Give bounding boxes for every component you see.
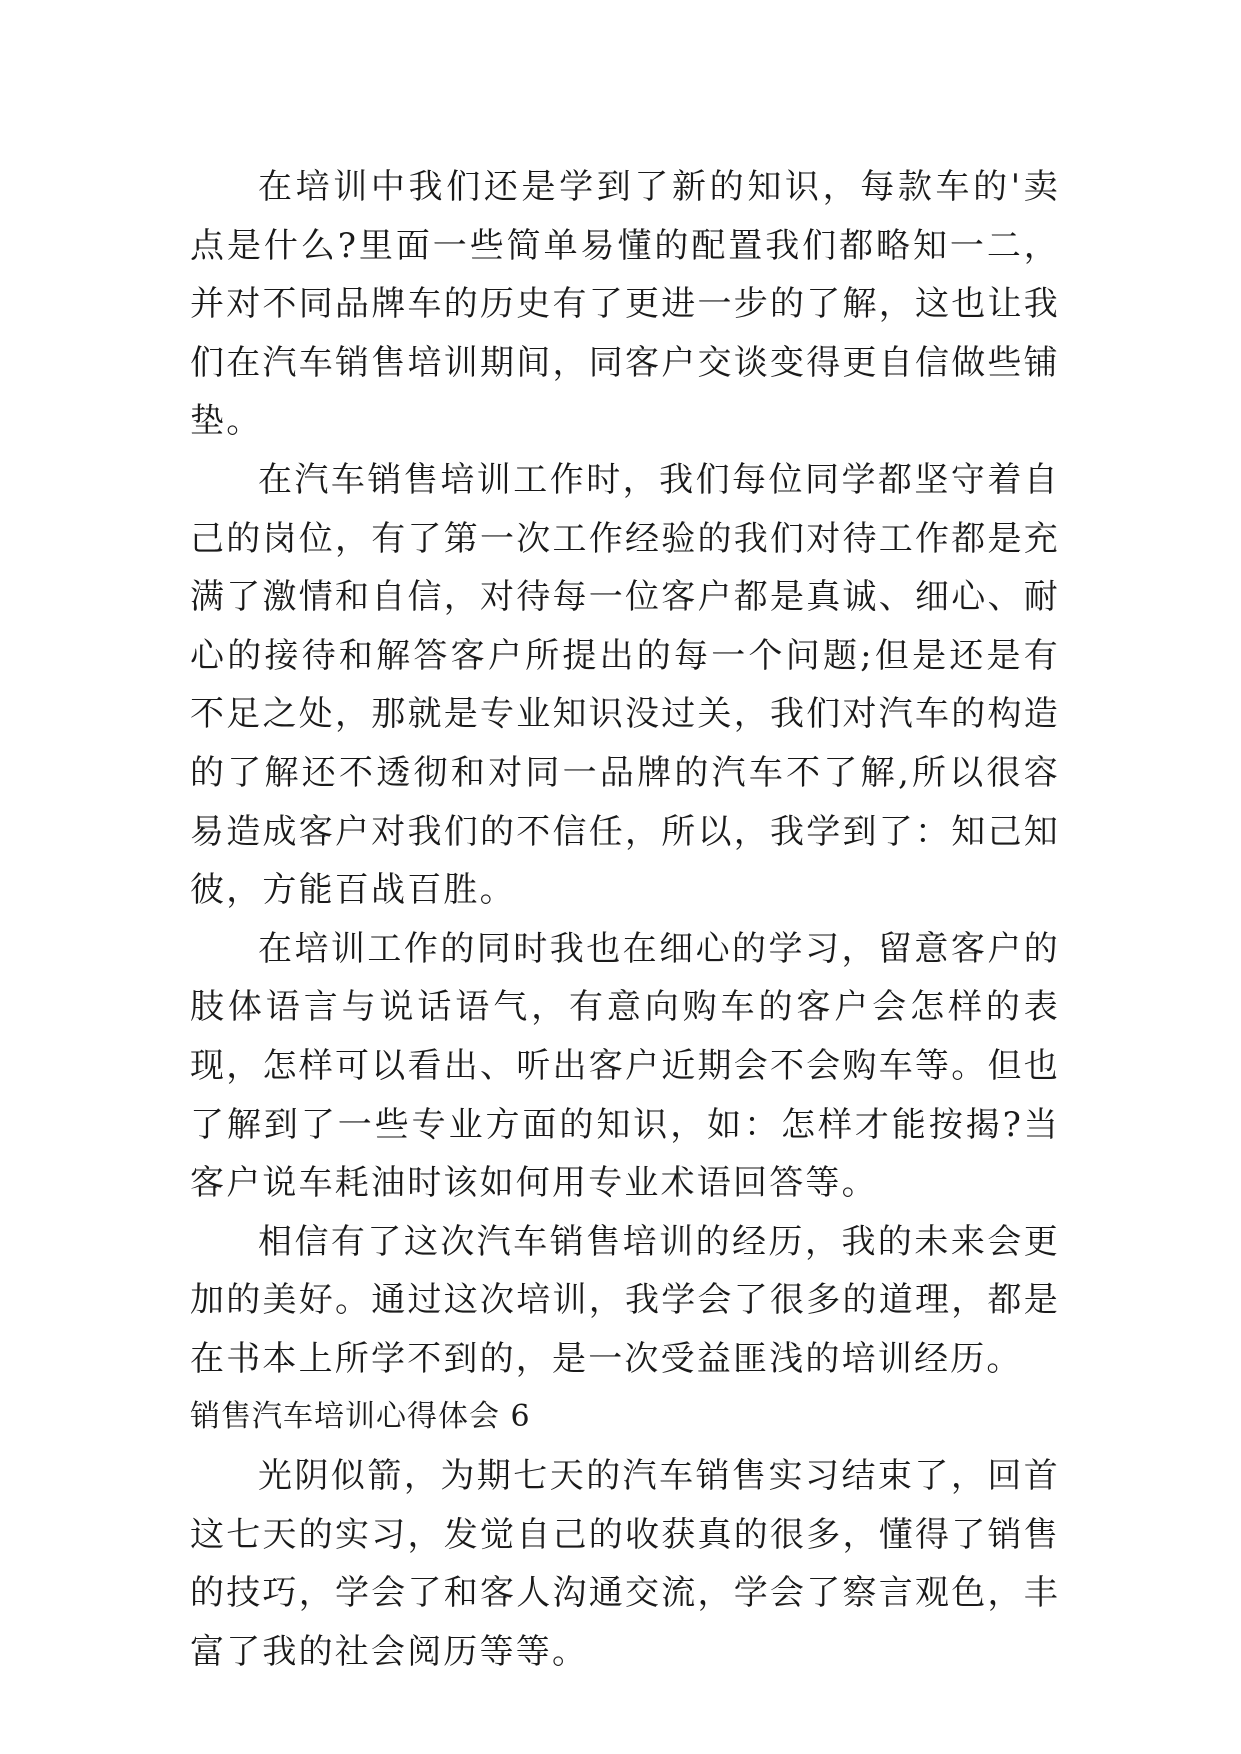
document-body <box>190 158 1060 1681</box>
paragraph-work-experience: 在汽车销售培训工作时，我们每位同学都坚守着自己的岗位，有了第一次工作经验的我们对待工作都是充满了激情和自信，对待每一位客户都是真诚、细心、耐心的接待和解答客户所提出的每一个问题;但是还是有不足之处，那就是专业知识没过关，我们对汽车的构造的了解还不透彻和对同一品牌的汽车不了解,所以很容易造成客户对我们的不信任，所以，我学到了：知己知彼，方能百战百胜。 <box>190 459 1060 911</box>
paragraph-conclusion: 相信有了这次汽车销售培训的经历，我的未来会更加的美好。通过这次培训，我学会了很多的道理，都是在书本上所学不到的，是一次受益匪浅的培训经历。 <box>190 1221 1060 1379</box>
paragraph-internship-summary: 光阴似箭，为期七天的汽车销售实习结束了，回首这七天的实习，发觉自己的收获真的很多，懂得了销售的技巧，学会了和客人沟通交流，学会了察言观色，丰富了我的社会阅历等等。 <box>190 1456 1060 1672</box>
paragraph-learning-customers: 在培训工作的同时我也在细心的学习，留意客户的肢体语言与说话语气，有意向购车的客户会怎样的表现，怎样可以看出、听出客户近期会不会购车等。但也了解到了一些专业方面的知识，如：怎样才能按揭?当客户说车耗油时该如何用专业术语回答等。 <box>190 928 1060 1204</box>
paragraph-training-knowledge: 在培训中我们还是学到了新的知识，每款车的'卖点是什么?里面一些简单易懂的配置我们都略知一二，并对不同品牌车的历史有了更进一步的了解，这也让我们在汽车销售培训期间，同客户交谈变得更自信做些铺垫。 <box>190 167 1060 442</box>
section-heading: 销售汽车培训心得体会 6 <box>190 1399 531 1435</box>
